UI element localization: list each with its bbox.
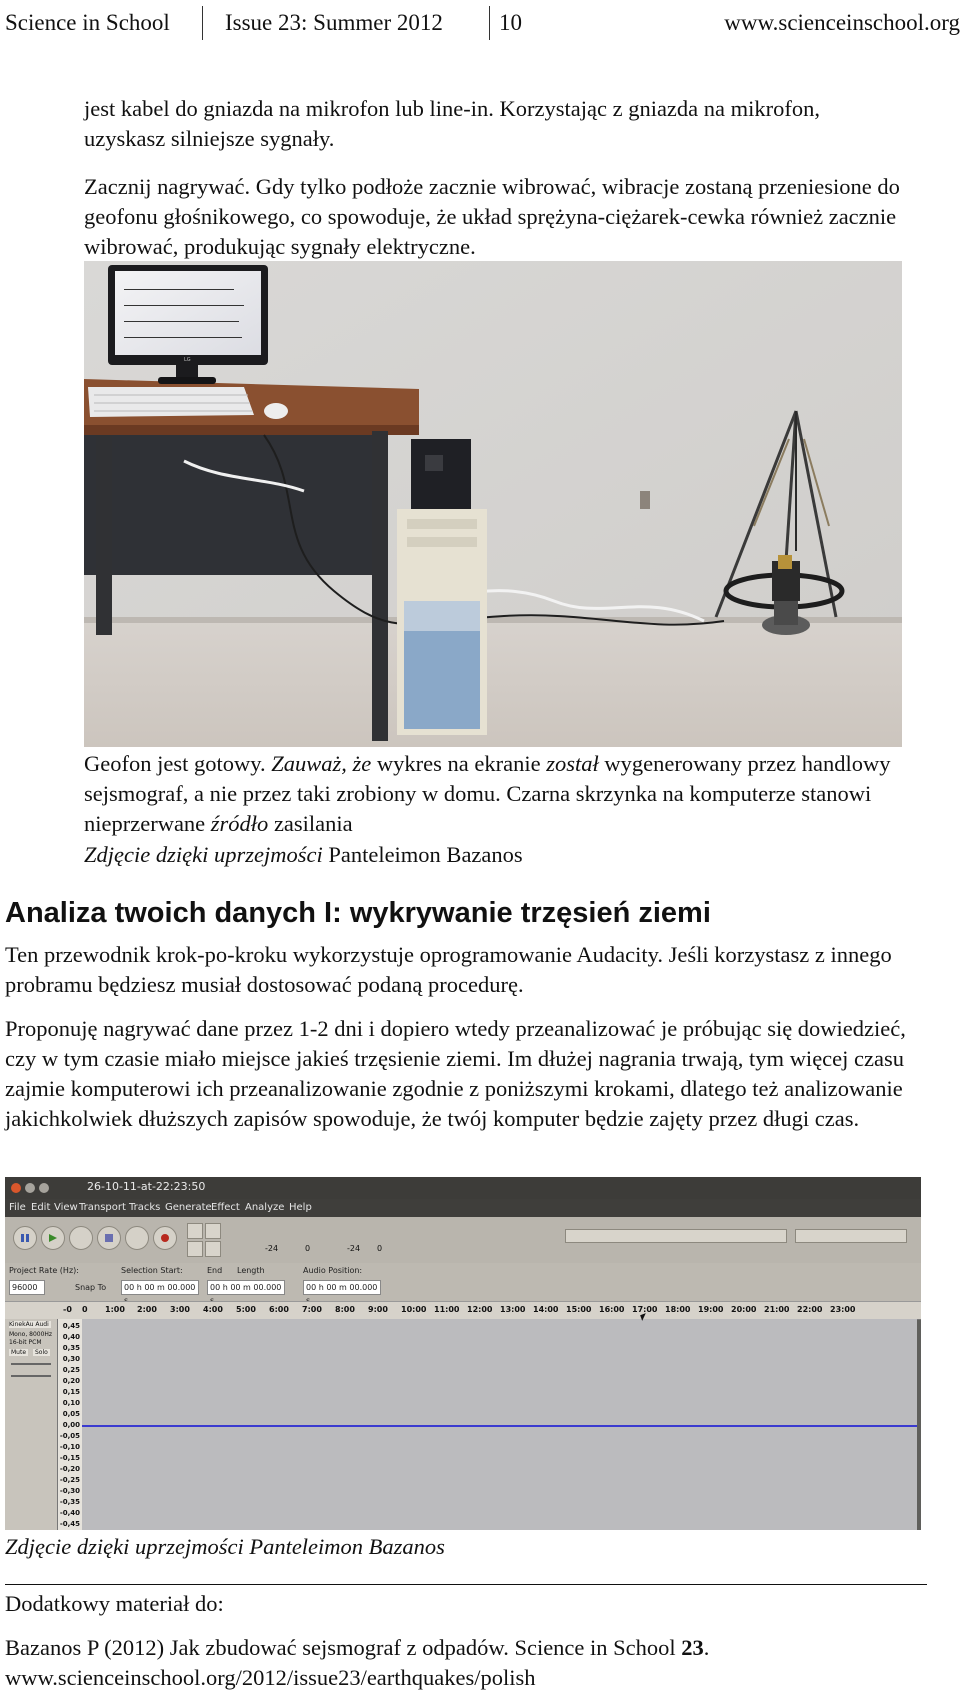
- mute-button[interactable]: Mute: [11, 1349, 27, 1356]
- ruler-tick: 22:00: [797, 1305, 823, 1314]
- issue-label: Issue 23: Summer 2012: [225, 10, 443, 35]
- ruler-tick: 23:00: [830, 1305, 856, 1314]
- length-label: Length: [237, 1266, 265, 1275]
- amplitude-tick: 0,15: [62, 1388, 80, 1396]
- intro-paragraph-2: Zacznij nagrywać. Gdy tylko podłoże zacznie wibrować, wibracje zostaną przeniesione do geofonu głośnikowego, co spowoduje, że układ sprężyna-ciężarek-cewka również zacznie wibrować, produkując sygnały elektryczne.: [84, 174, 900, 259]
- menu-view[interactable]: View: [54, 1202, 78, 1213]
- amplitude-tick: -0,05: [59, 1432, 80, 1440]
- caption-emphasis: został: [546, 751, 599, 776]
- website-url: www.scienceinschool.org: [724, 10, 960, 35]
- window-titlebar: [5, 1177, 921, 1199]
- section-paragraph-2: Proponuję nagrywać dane przez 1-2 dni i dopiero wtedy przeanalizować je próbując się dowiedzieć, czy w tym czasie miało miejsce jakieś trzęsienie ziemi. Im dłużej nagrania trwają, tym więcej czasu zajmie komputerowi ich przeanalizowanie zgodnie z poniższymi krokami, dlatego też analizowanie jakichkolwiek dłuższych zapisów spowoduje, że twój komputer będzie zajęty przez długi czas.: [5, 1016, 906, 1131]
- audacity-screenshot: [5, 1177, 921, 1530]
- transport-toolbar: [5, 1217, 921, 1263]
- menu-edit[interactable]: Edit: [31, 1202, 51, 1213]
- amplitude-tick: 0,30: [62, 1355, 80, 1363]
- amplitude-tick: -0,35: [59, 1498, 80, 1506]
- snap-to-label: Snap To: [75, 1283, 107, 1292]
- figure-2-credit: Zdjęcie dzięki uprzejmości Panteleimon Bazanos: [5, 1534, 445, 1559]
- reference-url[interactable]: www.scienceinschool.org/2012/issue23/earthquakes/polish: [5, 1665, 536, 1690]
- caption-text: Geofon jest gotowy.: [84, 751, 272, 776]
- close-icon[interactable]: [11, 1183, 21, 1193]
- amplitude-tick: 0,10: [62, 1399, 80, 1407]
- waveform-line: [82, 1425, 917, 1427]
- skip-end-button[interactable]: [125, 1226, 149, 1250]
- page-number: 10: [499, 10, 522, 35]
- ruler-tick: 11:00: [434, 1305, 460, 1314]
- stop-button[interactable]: [97, 1226, 121, 1250]
- timeline-ruler[interactable]: [5, 1301, 921, 1320]
- ruler-tick: 9:00: [368, 1305, 388, 1314]
- caption-emphasis: źródło: [210, 811, 269, 836]
- amplitude-tick: 0,45: [62, 1322, 80, 1330]
- reference-citation: [5, 1633, 935, 1663]
- ruler-tick: 13:00: [500, 1305, 526, 1314]
- section-heading: Analiza twoich danych I: wykrywanie trzęsień ziemi: [5, 897, 711, 929]
- track-control-panel[interactable]: [5, 1319, 58, 1530]
- selection-start-field[interactable]: 00 h 00 m 00.000: [121, 1280, 199, 1295]
- ruler-tick: 17:00: [632, 1305, 658, 1314]
- amplitude-scale: [58, 1319, 82, 1530]
- menu-help[interactable]: Help: [289, 1202, 312, 1213]
- pan-slider[interactable]: [11, 1375, 51, 1377]
- caption-text: zasilania: [268, 811, 353, 836]
- additional-material-label: Dodatkowy materiał do:: [5, 1591, 224, 1616]
- menu-analyze[interactable]: Analyze: [245, 1202, 285, 1213]
- header-divider: [489, 6, 490, 40]
- amplitude-tick: 0,35: [62, 1344, 80, 1352]
- meter-value: -24: [265, 1244, 279, 1253]
- solo-button[interactable]: Solo: [35, 1349, 48, 1356]
- zoom-tool-icon[interactable]: [187, 1241, 203, 1257]
- playback-meter: [795, 1229, 907, 1243]
- pause-button[interactable]: [13, 1226, 37, 1250]
- amplitude-tick: -0,45: [59, 1520, 80, 1528]
- amplitude-tick: -0,30: [59, 1487, 80, 1495]
- minimize-icon[interactable]: [25, 1183, 35, 1193]
- track-bit-depth: 16-bit PCM: [9, 1339, 42, 1346]
- monitor-brand: LG: [184, 357, 191, 363]
- ruler-tick: 2:00: [137, 1305, 157, 1314]
- page-header: [5, 6, 960, 40]
- meter-value: 0: [377, 1244, 383, 1253]
- ruler-tick: 5:00: [236, 1305, 256, 1314]
- citation-text: .: [703, 1635, 710, 1660]
- ruler-tick: 21:00: [764, 1305, 790, 1314]
- amplitude-tick: 0,05: [62, 1410, 80, 1418]
- ruler-tick: 6:00: [269, 1305, 289, 1314]
- envelope-tool-icon[interactable]: [205, 1223, 221, 1239]
- section-paragraph-1: Ten przewodnik krok-po-kroku wykorzystuje oprogramowanie Audacity. Jeśli korzystasz z innego probramu będziesz musiał dostosować podaną procedurę.: [5, 942, 892, 997]
- citation-text: Bazanos P (2012) Jak zbudować sejsmograf z odpadów. Science in School: [5, 1635, 682, 1660]
- track-name-button[interactable]: KinekAu Audi: [9, 1321, 51, 1328]
- ruler-tick: 0: [82, 1305, 88, 1314]
- amplitude-tick: -0,10: [59, 1443, 80, 1451]
- ruler-tick: 12:00: [467, 1305, 493, 1314]
- amplitude-tick: 0,20: [62, 1377, 80, 1385]
- ruler-tick: 7:00: [302, 1305, 322, 1314]
- ruler-tick: 10:00: [401, 1305, 427, 1314]
- amplitude-tick: -0,40: [59, 1509, 80, 1517]
- edit-toolbar: [565, 1229, 787, 1243]
- selection-end-field[interactable]: 00 h 00 m 00.000: [207, 1280, 285, 1295]
- intro-paragraph-1: jest kabel do gniazda na mikrofon lub line-in. Korzystając z gniazda na mikrofon, uzyskasz silniejsze sygnały.: [84, 96, 821, 151]
- ruler-tick: 19:00: [698, 1305, 724, 1314]
- project-rate-select[interactable]: 96000: [9, 1280, 45, 1295]
- ruler-tick: 16:00: [599, 1305, 625, 1314]
- audio-position-field[interactable]: 00 h 00 m 00.000: [303, 1280, 381, 1295]
- amplitude-tick: 0,40: [62, 1333, 80, 1341]
- ruler-tick: 20:00: [731, 1305, 757, 1314]
- window-title: 26-10-11-at-22:23:50: [87, 1180, 206, 1193]
- amplitude-tick: -0,20: [59, 1465, 80, 1473]
- caption-text: wykres na ekranie: [371, 751, 547, 776]
- caption-text: wygenerowany przez handlowy sejsmograf, a nie przez taki zrobiony w domu. Czarna skrzynka na komputerze stanowi nieprzerwane: [84, 751, 891, 836]
- ruler-tick: 3:00: [170, 1305, 190, 1314]
- play-button[interactable]: [41, 1226, 65, 1250]
- menu-bar: [5, 1199, 921, 1217]
- footnote-divider: [5, 1584, 927, 1585]
- menu-effect[interactable]: Effect: [211, 1202, 240, 1213]
- record-button[interactable]: [153, 1226, 177, 1250]
- credit-name: Panteleimon Bazanos: [322, 842, 523, 867]
- waveform-area[interactable]: [82, 1319, 917, 1530]
- ruler-tick: 15:00: [566, 1305, 592, 1314]
- ruler-tick: 8:00: [335, 1305, 355, 1314]
- caption-emphasis: Zauważ, że: [271, 751, 372, 776]
- figure-1-caption: [84, 749, 924, 839]
- audio-position-label: Audio Position:: [303, 1266, 363, 1275]
- figure-1-credit: [84, 840, 924, 870]
- menu-generate[interactable]: Generate: [165, 1202, 212, 1213]
- meter-value: -24: [347, 1244, 361, 1253]
- menu-transport[interactable]: Transport: [79, 1202, 126, 1213]
- end-label: End: [207, 1266, 223, 1275]
- amplitude-tick: 0,25: [62, 1366, 80, 1374]
- amplitude-tick: 0,00: [62, 1421, 80, 1429]
- publication-name: Science in School: [5, 10, 170, 35]
- credit-label: Zdjęcie dzięki uprzejmości: [84, 842, 323, 867]
- amplitude-tick: -0,25: [59, 1476, 80, 1484]
- ruler-tick: 18:00: [665, 1305, 691, 1314]
- selection-start-label: Selection Start:: [121, 1266, 183, 1275]
- citation-volume: 23: [681, 1635, 704, 1660]
- ruler-tick: 1:00: [105, 1305, 125, 1314]
- skip-start-button[interactable]: [69, 1226, 93, 1250]
- menu-tracks[interactable]: Tracks: [129, 1202, 161, 1213]
- selection-toolbar: [5, 1263, 921, 1301]
- amplitude-tick: -0,15: [59, 1454, 80, 1462]
- selection-tool-icon[interactable]: [187, 1223, 203, 1239]
- ruler-tick: 14:00: [533, 1305, 559, 1314]
- project-rate-label: Project Rate (Hz):: [9, 1266, 79, 1275]
- meter-value: 0: [305, 1244, 311, 1253]
- menu-file[interactable]: File: [9, 1202, 26, 1213]
- maximize-icon[interactable]: [39, 1183, 49, 1193]
- header-divider: [202, 6, 203, 40]
- ruler-tick: 4:00: [203, 1305, 223, 1314]
- multi-tool-icon[interactable]: [205, 1241, 221, 1257]
- ruler-tick: -0: [63, 1305, 72, 1314]
- track-format: Mono, 8000Hz: [9, 1331, 53, 1338]
- geophone-setup-photo: [84, 261, 902, 747]
- gain-slider[interactable]: [11, 1363, 51, 1365]
